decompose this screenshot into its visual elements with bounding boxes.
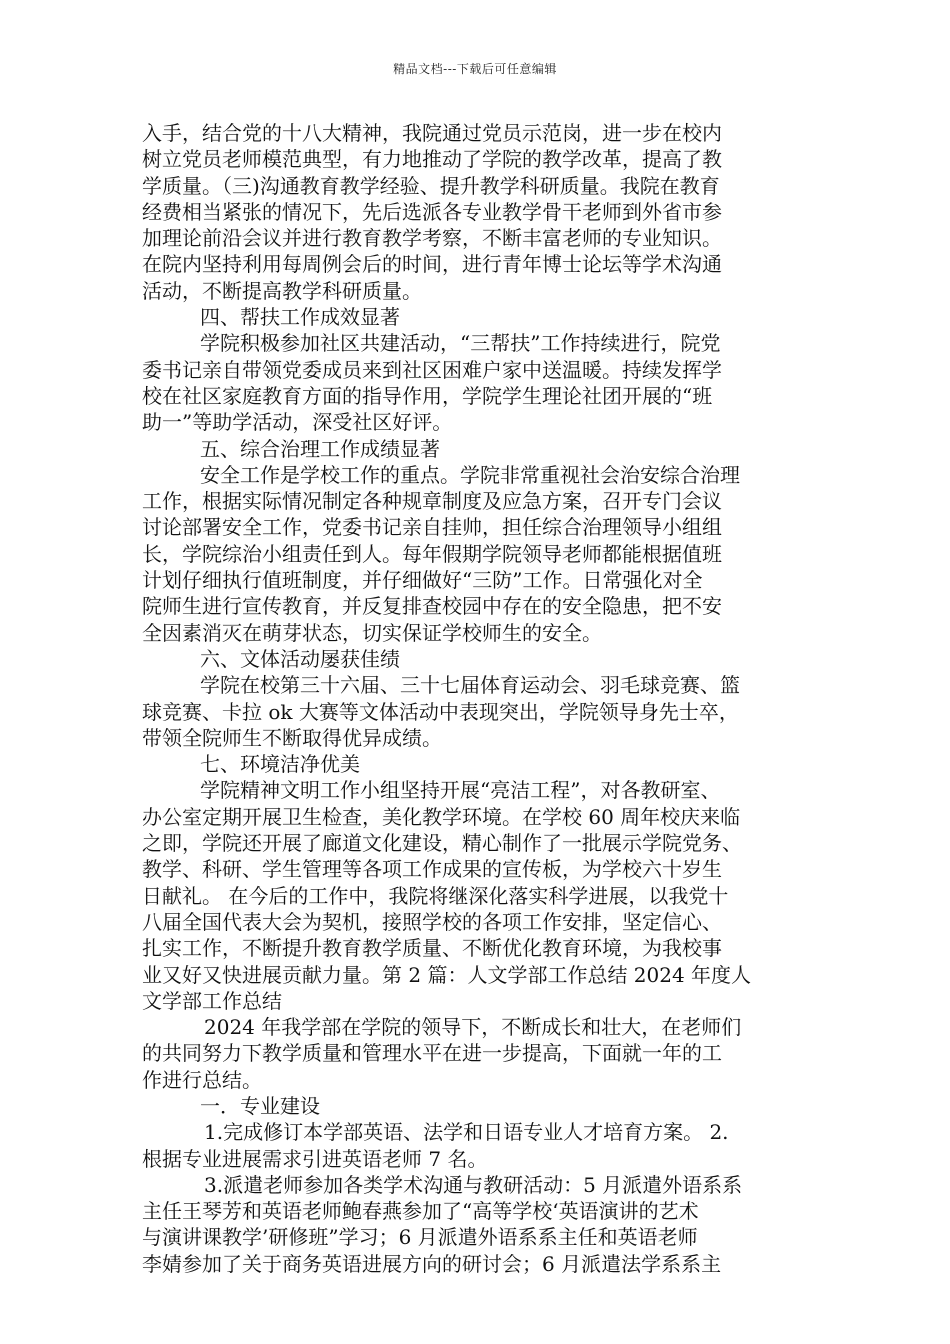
text-line: 文学部工作总结 (142, 988, 282, 1013)
text-line: 安全工作是学校工作的重点。学院非常重视社会治安综合治理 (200, 462, 740, 487)
text-line: 讨论部署安全工作，党委书记亲自挂帅，担任综合治理领导小组组 (142, 515, 722, 540)
text-line: 根据专业进展需求引进英语老师 7 名。 (142, 1146, 488, 1171)
text-line: 工作，根据实际情况制定各种规章制度及应急方案，召开专门会议 (142, 489, 722, 514)
text-line: 经费相当紧张的情况下，先后选派各专业教学骨干老师到外省市参 (142, 199, 722, 224)
text-line: 3.派遣老师参加各类学术沟通与教研活动：5 月派遣外语系系 (204, 1172, 743, 1197)
section-heading: 六、文体活动屡获佳绩 (200, 646, 400, 671)
text-line: 入手，结合党的十八大精神，我院通过党员示范岗，进一步在校内 (142, 121, 722, 145)
text-line: 活动，不断提高教学科研质量。 (142, 278, 422, 303)
text-line: 与演讲课教学’研修班”学习；6 月派遣外语系系主任和英语老师 (142, 1225, 698, 1250)
text-line: 委书记亲自带领党委成员来到社区困难户家中送温暖。持续发挥学 (142, 357, 722, 382)
text-line: 院师生进行宣传教育，并反复排查校园中存在的安全隐患，把不安 (142, 594, 722, 619)
text-line: 教学、科研、学生管理等各项工作成果的宣传板，为学校六十岁生 (142, 857, 722, 882)
text-line: 带领全院师生不断取得优异成绩。 (142, 725, 442, 750)
text-line: 助一”等助学活动，深受社区好评。 (142, 410, 453, 435)
text-line: 李婧参加了关于商务英语进展方向的研讨会；6 月派遣法学系系主 (142, 1251, 722, 1276)
text-line: 扎实工作，不断提升教育教学质量、不断优化教育环境，为我校事 (142, 936, 722, 961)
text-line: 球竞赛、卡拉 ok 大赛等文体活动中表现突出，学院领导身先士卒， (142, 699, 739, 724)
text-line: 加理论前沿会议并进行教育教学考察，不断丰富老师的专业知识。 (142, 226, 722, 251)
text-line: 八届全国代表大会为契机，接照学校的各项工作安排，坚定信心、 (142, 909, 722, 934)
section-heading: 五、综合治理工作成绩显著 (200, 436, 440, 461)
text-line: 作进行总结。 (142, 1067, 262, 1092)
text-line: 日献礼。 在今后的工作中，我院将继深化落实科学进展，以我党十 (142, 883, 729, 908)
text-line: 在院内坚持利用每周例会后的时间，进行青年博士论坛等学术沟通 (142, 252, 722, 277)
text-line: 长，学院综治小组责任到人。每年假期学院领导老师都能根据值班 (142, 541, 722, 566)
section-heading: 四、帮扶工作成效显著 (200, 305, 400, 330)
text-line: 学院精神文明工作小组坚持开展“亮洁工程”，对各教研室、 (200, 778, 721, 803)
text-line: 2024 年我学部在学院的领导下，不断成长和壮大，在老师们 (204, 1015, 742, 1040)
text-line: 全因素消灭在萌芽状态，切实保证学校师生的安全。 (142, 620, 602, 645)
text-line: 的共同努力下教学质量和管理水平在进一步提高，下面就一年的工 (142, 1041, 722, 1066)
text-line: 学院积极参加社区共建活动，“三帮扶”工作持续进行，院党 (200, 331, 721, 356)
text-line: 学院在校第三十六届、三十七届体育运动会、羽毛球竞赛、篮 (200, 673, 740, 698)
text-line: 计划仔细执行值班制度，并仔细做好“三防”工作。日常强化对全 (142, 568, 703, 593)
text-line: 校在社区家庭教育方面的指导作用，学院学生理论社团开展的“班 (142, 383, 713, 408)
text-line: 主任王琴芳和英语老师鲍春燕参加了“高等学校‘英语演讲的艺术 (142, 1199, 699, 1224)
text-line: 办公室定期开展卫生检查，美化教学环境。在学校 60 周年校庆来临 (142, 804, 741, 829)
text-line: 1.完成修订本学部英语、法学和日语专业人才培育方案。 2. (204, 1120, 729, 1145)
section-heading: 七、环境洁净优美 (200, 752, 360, 777)
text-line: 业又好又快进展贡献力量。第 2 篇：人文学部工作总结 2024 年度人 (142, 962, 752, 987)
section-heading: 一．专业建设 (200, 1093, 320, 1118)
text-line: 学质量。（三)沟通教育教学经验、提升教学科研质量。我院在教育 (142, 173, 720, 198)
text-line: 之即，学院还开展了廊道文化建设，精心制作了一批展示学院党务、 (142, 831, 742, 856)
page-header: 精品文档---下载后可任意编辑 (393, 62, 557, 76)
text-line: 树立党员老师模范典型，有力地推动了学院的教学改革，提高了教 (142, 147, 722, 172)
document-body (142, 120, 822, 1277)
